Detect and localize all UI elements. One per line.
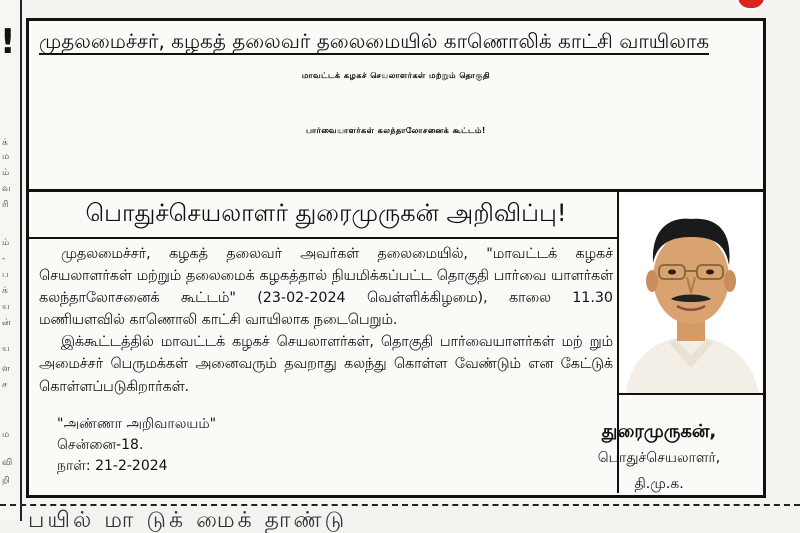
text-fragment: ம் — [2, 238, 10, 248]
portrait-photo — [621, 193, 761, 393]
announcement-title: பொதுச்செயலாளர் துரைமுருகன் அறிவிப்பு! — [85, 199, 567, 227]
divider — [0, 504, 800, 506]
divider — [617, 393, 763, 395]
notice-body — [39, 243, 613, 398]
subheading-text: முதலமைச்சர், கழகத் தலைவர் தலைமையில் காணொலிக் காட்சி வாயிலாக — [39, 29, 710, 53]
text-fragment: ய — [2, 302, 10, 312]
exclamation-fragment: ! — [0, 22, 16, 62]
text-fragment: வ — [2, 184, 11, 194]
headline-line-1: மாவட்டக் கழகச் செயலாளர்கள் மற்றும் தொகுதி — [301, 71, 491, 80]
office-name: "அண்ணா அறிவாலயம்" — [57, 416, 217, 432]
text-fragment: ன் — [2, 318, 11, 328]
notice-footer — [57, 414, 216, 477]
text-fragment: க் — [2, 138, 8, 148]
notice-date: நாள்: 21-2-2024 — [57, 458, 168, 474]
notice-subheading — [37, 29, 711, 56]
text-fragment: ய — [2, 344, 10, 354]
headline-line-2: பார்வையாளர்கள் கலந்தாலோசனைக் கூட்டம்! — [306, 126, 486, 135]
adjacent-column-fragment — [0, 0, 22, 521]
text-fragment: றி — [2, 476, 10, 486]
portrait-illustration — [621, 193, 761, 393]
text-fragment: ம — [2, 152, 10, 162]
text-fragment: வி — [2, 458, 13, 468]
signature-block — [549, 419, 769, 497]
text-fragment: க் — [2, 286, 8, 296]
text-fragment: ம் — [2, 168, 10, 178]
next-article-fragment: பயில் மா டுக் மைக் தாண்டு — [28, 508, 348, 533]
signatory-name: துரைமுருகன், — [601, 421, 717, 442]
text-fragment: - — [2, 254, 6, 264]
text-fragment: ரி — [2, 200, 9, 210]
body-paragraph-1: முதலமைச்சர், கழகத் தலைவர் அவர்கள் தலைமையில், "மாவட்டக் கழகச் செயலாளர்கள் மற்றும் தலைமைக் கழகத்தால் நியமிக்கப்பட்ட தொகுதி பார்வை யாளர்கள் கலந்தாலோசனைக் கூட்டம்" (23-02-2024 வெள்ளிக்கிழமை), காலை 11.30 மணியளவில் காணொலி காட்சி வாயிலாக நடைபெறும். — [39, 246, 613, 329]
office-city: சென்னை-18. — [57, 437, 144, 453]
text-fragment: ம — [2, 430, 10, 440]
text-fragment: ள — [2, 364, 11, 374]
notice-header — [29, 21, 763, 192]
corner-badge — [736, 0, 766, 10]
party-name: தி.மு.க. — [634, 476, 684, 492]
signatory-title: பொதுச்செயலாளர், — [597, 450, 721, 466]
party-notice — [26, 18, 766, 498]
text-fragment: ப — [2, 270, 9, 280]
text-fragment: ச — [2, 380, 7, 390]
divider — [29, 237, 619, 239]
body-paragraph-2: இக்கூட்டத்தில் மாவட்டக் கழகச் செயலாளர்கள், தொகுதி பார்வையாளர்கள் மற் றும் அமைச்சர் பெருமக்கள் அனைவரும் தவறாது கலந்து கொள்ள வேண்டும் என கேட்டுக் கொள்ளப்படுகிறார்கள். — [39, 334, 613, 395]
